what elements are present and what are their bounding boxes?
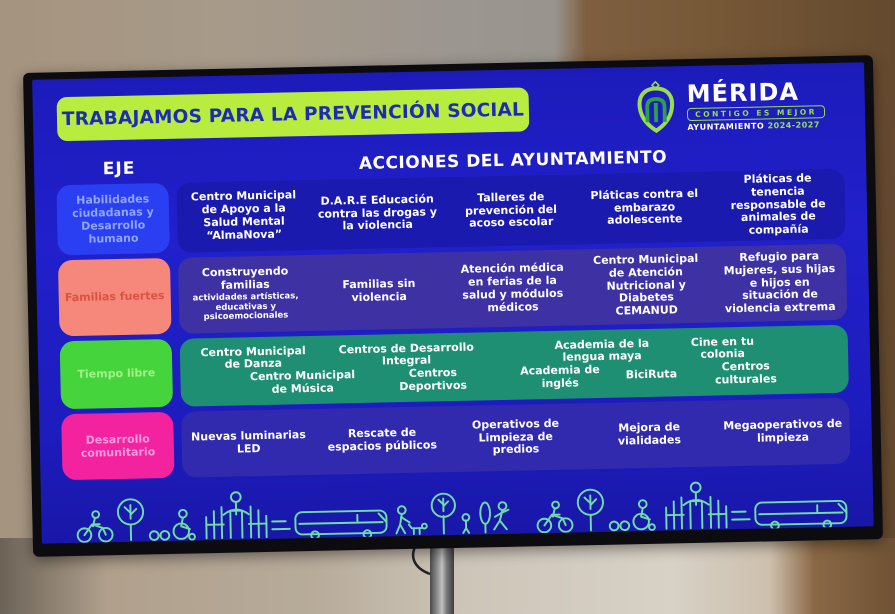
table-row-desarrollo-comunitario [61,398,850,480]
logo-tagline-badge: CONTIGO ES MEJOR [687,105,825,121]
logo-subtitle-left: AYUNTAMIENTO [687,121,765,133]
action-title: Construyendo familias [201,264,289,292]
action-cell: Mejora de vialidades [617,420,682,448]
action-cell: Operativos de Limpieza de predios [471,416,560,457]
action-cell: Centros de Desarrollo Integral [338,340,475,368]
row-band-familias [178,244,847,334]
eje-pill-habilidades: Habilidades ciudadanas y Desarrollo humano [56,183,169,255]
eje-pill-familias-fuertes: Familias fuertes [58,258,172,336]
row-band-habilidades [176,169,845,253]
action-cell: D.A.R.E Educación contra las drogas y la violencia [317,191,438,233]
action-cell: Pláticas de tenencia responsable de animales de compañía [730,171,826,238]
action-cell [178,262,313,327]
cityscape-icons [523,469,852,538]
action-cell: Centro Municipal de Apoyo a la Salud Mental “AlmaNova” [190,188,297,243]
action-cell: Rescate de espacios públicos [327,425,438,454]
action-cell: Pláticas contra el embarazo adolescente [590,186,699,228]
action-cell: Centro Municipal de Música [249,368,356,396]
action-cell: Familias sin violencia [342,276,416,305]
action-cell: Megaoperativos de limpieza [723,416,843,445]
action-cell: Academia de la lengua maya [554,336,650,365]
merida-logo-text [686,79,825,132]
table-row-familias-fuertes [58,244,847,336]
cityscape-icons [63,476,524,544]
action-cell: Centro Municipal de Danza [200,343,306,372]
action-subtitle: actividades artísticas, educativas y psicoemocionales [192,291,299,323]
eje-pill-desarrollo-comunitario: Desarrollo comunitario [61,412,174,480]
action-cell: Nuevas luminarias LED [190,428,306,456]
action-cell: Centro Municipal de Atención Nutricional y Diabetes CEMANUD [592,251,699,319]
eje-pill-tiempo-libre: Tiempo libre [60,339,173,409]
action-cell: BiciRuta [625,367,678,382]
row-band-tiempo-libre [180,325,849,407]
slide-title: TRABAJAMOS PARA LA PREVENCIÓN SOCIAL [61,98,525,130]
action-cell: Refugio para Mujeres, sus hijas e hijos en situación de violencia extrema [723,248,836,316]
logo-name: MÉRIDA [686,77,800,109]
column-header-eje: EJE [102,158,136,180]
logo-subtitle-right: 2024-2027 [767,120,820,131]
logo-subtitle [687,120,820,132]
presentation-slide [32,62,874,543]
column-header-acciones: ACCIONES DEL AYUNTAMIENTO [358,147,668,174]
title-banner [57,87,530,141]
action-cell: Cine en tu colonia [690,334,755,362]
action-cell: Centros Deportivos [399,365,468,393]
table-row-tiempo-libre [60,325,849,409]
row-band-desarrollo [181,398,850,478]
action-cell: Centros culturales [714,359,778,387]
tv-frame [23,55,883,557]
action-cell: Atención médica en ferias de la salud y módulos médicos [460,260,564,315]
action-cell: Talleres de prevención del acoso escolar [464,189,558,231]
cityscape-illustration [63,469,852,544]
merida-emblem-icon [632,80,679,135]
merida-logo [632,77,825,135]
action-cell: Academia de inglés [520,362,600,390]
